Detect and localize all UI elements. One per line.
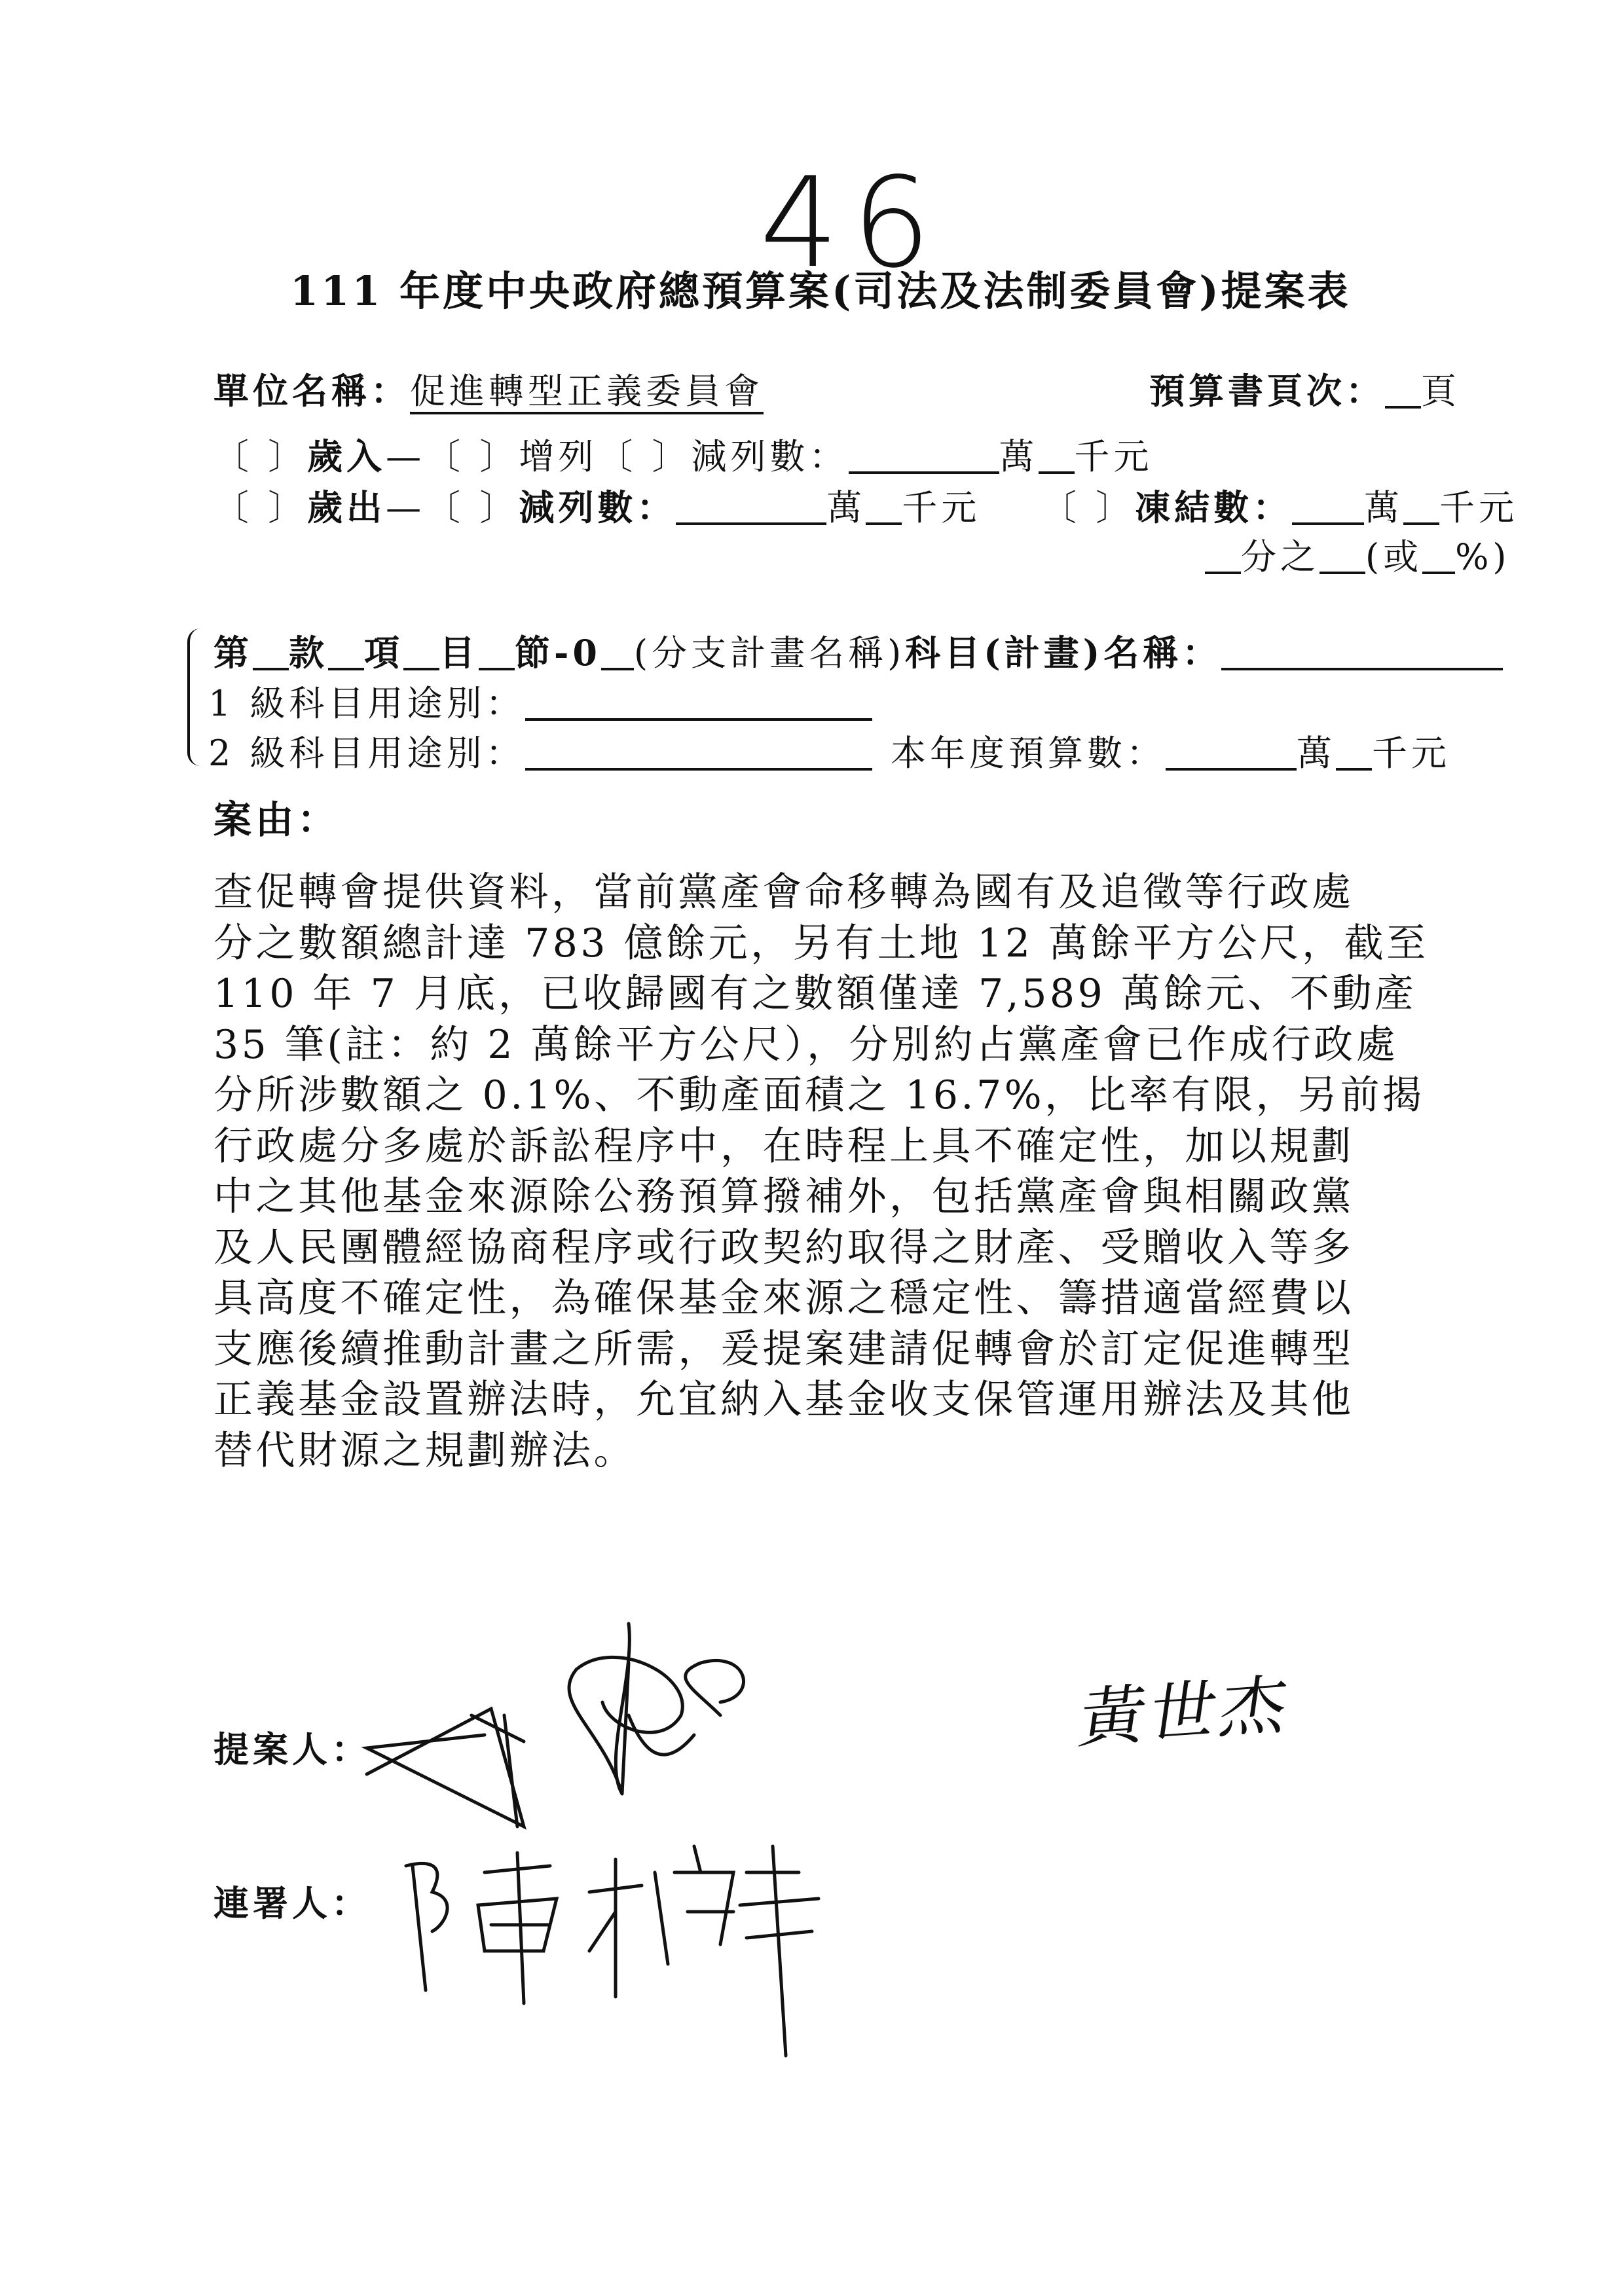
reason-line: 110 年 7 月底，已收歸國有之數額僅達 7,589 萬餘元、不動產 — [213, 971, 1417, 1017]
dash: — — [386, 487, 426, 528]
cosigner-label: 連署人： — [213, 1882, 371, 1924]
fraction-numerator-blank[interactable] — [1320, 536, 1365, 574]
branch-label: (分支計畫名稱) — [634, 632, 906, 674]
budget-page-suffix: 頁 — [1421, 371, 1460, 412]
level2-label: 2 級科目用途別： — [208, 733, 525, 774]
percent-blank[interactable] — [1422, 536, 1455, 574]
form-title: 111 年度中央政府總預算案(司法及法制委員會)提案表 — [290, 267, 1351, 315]
qian-label: 千元 — [1372, 733, 1450, 774]
reason-line: 分之數額總計達 783 億餘元，另有土地 12 萬餘平方公尺，截至 — [213, 920, 1429, 966]
decrease-checkbox[interactable]: 〔 〕 — [597, 436, 692, 477]
reason-line: 分所涉數額之 0.1%、不動產面積之 16.7%，比率有限，另前揭 — [213, 1072, 1425, 1118]
kuan-label: 款 — [289, 632, 328, 674]
reason-line: 35 筆(註：約 2 萬餘平方公尺），分別約占黨產會已作成行政處 — [213, 1021, 1399, 1068]
item-brace — [187, 629, 204, 766]
this-year-qian-blank[interactable] — [1336, 733, 1372, 771]
or-label: (或 — [1365, 536, 1423, 577]
budget-page-blank[interactable] — [1385, 371, 1421, 409]
reason-line: 具高度不確定性，為確保基金來源之穩定性、籌措適當經費以 — [213, 1275, 1354, 1321]
revenue-wan-blank[interactable] — [849, 436, 999, 474]
expense-row — [213, 480, 980, 530]
unit-row — [213, 363, 764, 414]
expense-qian-blank[interactable] — [866, 487, 902, 525]
increase-label: 增列 — [519, 436, 598, 477]
xiang-label: 項 — [364, 632, 403, 674]
reason-line: 及人民團體經協商程序或行政契約取得之財產、受贈收入等多 — [213, 1224, 1354, 1271]
increase-checkbox[interactable]: 〔 〕 — [425, 436, 519, 477]
wan-label: 萬 — [1364, 487, 1404, 528]
fraction-denominator-blank[interactable] — [1205, 536, 1241, 574]
expense-label: 歲出 — [307, 486, 386, 528]
this-year-wan-blank[interactable] — [1166, 733, 1297, 771]
this-year-label: 本年度預算數： — [891, 733, 1166, 774]
revenue-checkbox[interactable]: 〔 〕 — [213, 436, 308, 477]
cosigner-signature — [393, 1833, 851, 2069]
subject-blank[interactable] — [1221, 632, 1503, 670]
branch-blank[interactable] — [601, 632, 634, 670]
page-number: 46 — [760, 151, 944, 295]
budget-page-row — [1149, 363, 1460, 414]
reason-line: 查促轉會提供資料，當前黨產會命移轉為國有及追徵等行政處 — [213, 869, 1354, 915]
qian-label: 千元 — [1074, 436, 1153, 477]
xiang-blank[interactable] — [328, 632, 364, 670]
mu-blank[interactable] — [403, 632, 439, 670]
freeze-row — [1041, 480, 1518, 530]
level2-row — [208, 725, 872, 776]
reason-line: 支應後續推動計畫之所需，爰提案建請促轉會於訂定促進轉型 — [213, 1326, 1354, 1372]
expense-wan-blank[interactable] — [676, 487, 826, 525]
freeze-checkbox[interactable]: 〔 〕 — [1041, 487, 1135, 528]
reason-line: 中之其他基金來源除公務預算撥補外，包括黨產會與相關政黨 — [213, 1174, 1354, 1220]
freeze-label: 凍結數： — [1135, 486, 1293, 528]
expense-checkbox[interactable]: 〔 〕 — [213, 487, 308, 528]
revenue-label: 歲入 — [307, 435, 386, 477]
jie-blank[interactable] — [479, 632, 515, 670]
level1-blank[interactable] — [525, 683, 872, 721]
percent-label: %) — [1455, 536, 1511, 577]
freeze-qian-blank[interactable] — [1403, 487, 1439, 525]
reason-line: 替代財源之規劃辦法。 — [213, 1427, 636, 1474]
proposer-label: 提案人： — [213, 1728, 371, 1770]
revenue-qian-blank[interactable] — [1039, 436, 1075, 474]
reason-heading: 案由： — [213, 797, 340, 842]
expense-decrease-checkbox[interactable]: 〔 〕 — [425, 487, 519, 528]
level1-row — [208, 676, 872, 726]
mu-label: 目 — [439, 632, 479, 674]
reason-line: 行政處分多處於訴訟程序中，在時程上具不確定性，加以規劃 — [213, 1123, 1354, 1169]
unit-label: 單位名稱： — [213, 370, 410, 412]
unit-name: 促進轉型正義委員會 — [410, 371, 764, 414]
kuan-blank[interactable] — [253, 632, 289, 670]
proposer-signature-1 — [354, 1597, 943, 1846]
item-row — [213, 625, 1503, 676]
decrease-label: 減列數： — [691, 436, 849, 477]
di-label: 第 — [213, 632, 253, 674]
proposer-signature-2: 黃世杰 — [1074, 1666, 1297, 1758]
wan-label: 萬 — [999, 436, 1039, 477]
qian-label: 千元 — [902, 487, 981, 528]
wan-label: 萬 — [826, 487, 866, 528]
subject-label: 科目(計畫)名稱： — [905, 632, 1222, 674]
level1-label: 1 級科目用途別： — [208, 683, 525, 724]
this-year-row — [891, 725, 1450, 776]
dash: — — [386, 436, 426, 477]
qian-label: 千元 — [1439, 487, 1519, 528]
budget-page-label: 預算書頁次： — [1149, 370, 1385, 412]
freeze-wan-blank[interactable] — [1292, 487, 1364, 525]
fraction-row — [1205, 529, 1510, 579]
wan-label: 萬 — [1297, 733, 1336, 774]
jie-label: 節-0 — [515, 632, 601, 674]
fraction-label: 分之 — [1241, 536, 1320, 577]
level2-blank[interactable] — [525, 733, 872, 771]
reason-line: 正義基金設置辦法時，允宜納入基金收支保管運用辦法及其他 — [213, 1377, 1354, 1423]
decrease-label: 減列數： — [519, 486, 676, 528]
revenue-row — [213, 429, 1153, 479]
